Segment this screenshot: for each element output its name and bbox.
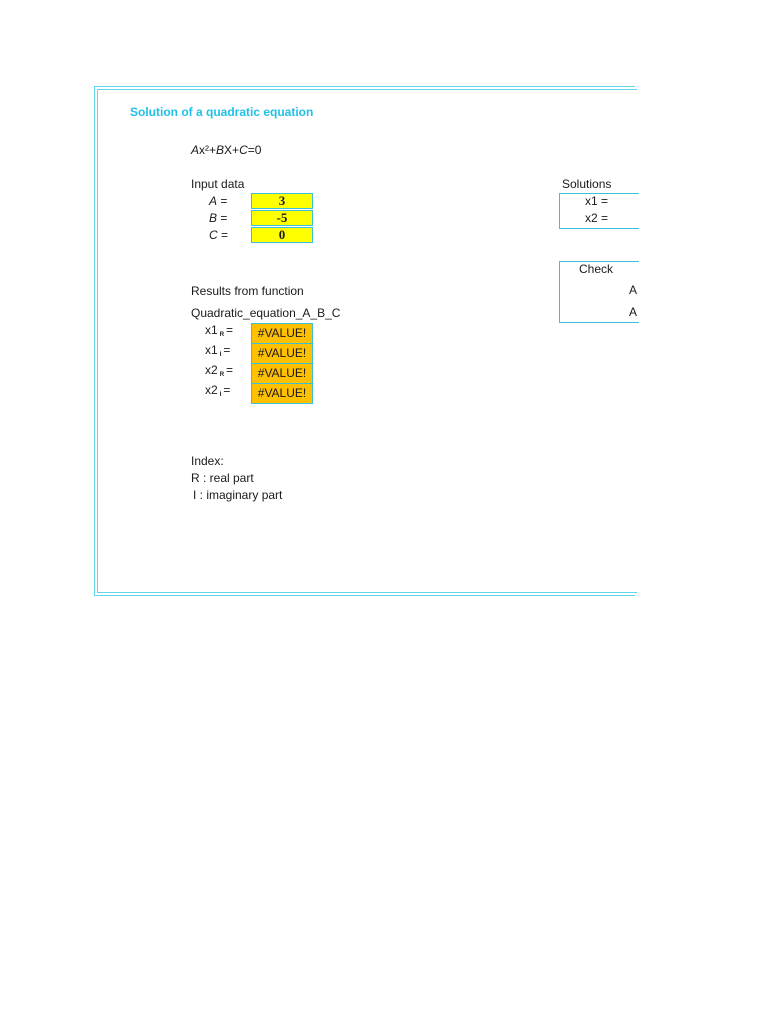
- input-label-b: B =: [209, 211, 228, 225]
- result-label-x2-imag: x2 $_I$ =: [205, 383, 231, 398]
- check-heading: Check: [579, 262, 614, 276]
- equation-c: C: [239, 143, 248, 157]
- solution-x2-label: x2 =: [585, 211, 609, 225]
- check-row-2: A: [629, 305, 638, 319]
- equation-a: A: [191, 143, 200, 157]
- result-label-x2-real: x2 $_R$ =: [205, 363, 234, 378]
- index-real: R : real part: [191, 471, 254, 485]
- spreadsheet-page: [94, 86, 638, 596]
- check-row-1: A: [629, 283, 638, 297]
- result-cell-x1-imag[interactable]: #VALUE!: [251, 343, 313, 364]
- input-cell-c[interactable]: 0: [251, 227, 313, 243]
- solutions-heading: Solutions: [562, 177, 612, 191]
- result-label-x1-imag: x1 $_I$ =: [205, 343, 231, 358]
- equation-label: [191, 143, 261, 157]
- page-inner-border: [97, 89, 637, 593]
- equation-part3: =0: [247, 143, 262, 157]
- equation-b: B: [216, 143, 225, 157]
- equation-part2: X+: [224, 143, 240, 157]
- input-label-c: C =: [209, 228, 229, 242]
- input-cell-a[interactable]: 3: [251, 193, 313, 209]
- result-cell-x1-real[interactable]: #VALUE!: [251, 323, 313, 344]
- input-cell-b[interactable]: -5: [251, 210, 313, 226]
- input-data-heading: Input data: [191, 177, 245, 191]
- result-label-x1-real: x1 $_R$ =: [205, 323, 234, 338]
- page-title: Solution of a quadratic equation: [130, 105, 314, 119]
- solution-x1-label: x1 =: [585, 194, 609, 208]
- results-heading: Results from function: [191, 284, 304, 298]
- index-imag: I : imaginary part: [193, 488, 283, 502]
- result-cell-x2-real[interactable]: #VALUE!: [251, 363, 313, 384]
- function-name: Quadratic_equation_A_B_C: [191, 306, 341, 320]
- equation-part1: x²+: [199, 143, 217, 157]
- input-label-a: A =: [209, 194, 228, 208]
- index-heading: Index:: [191, 454, 224, 468]
- result-cell-x2-imag[interactable]: #VALUE!: [251, 383, 313, 404]
